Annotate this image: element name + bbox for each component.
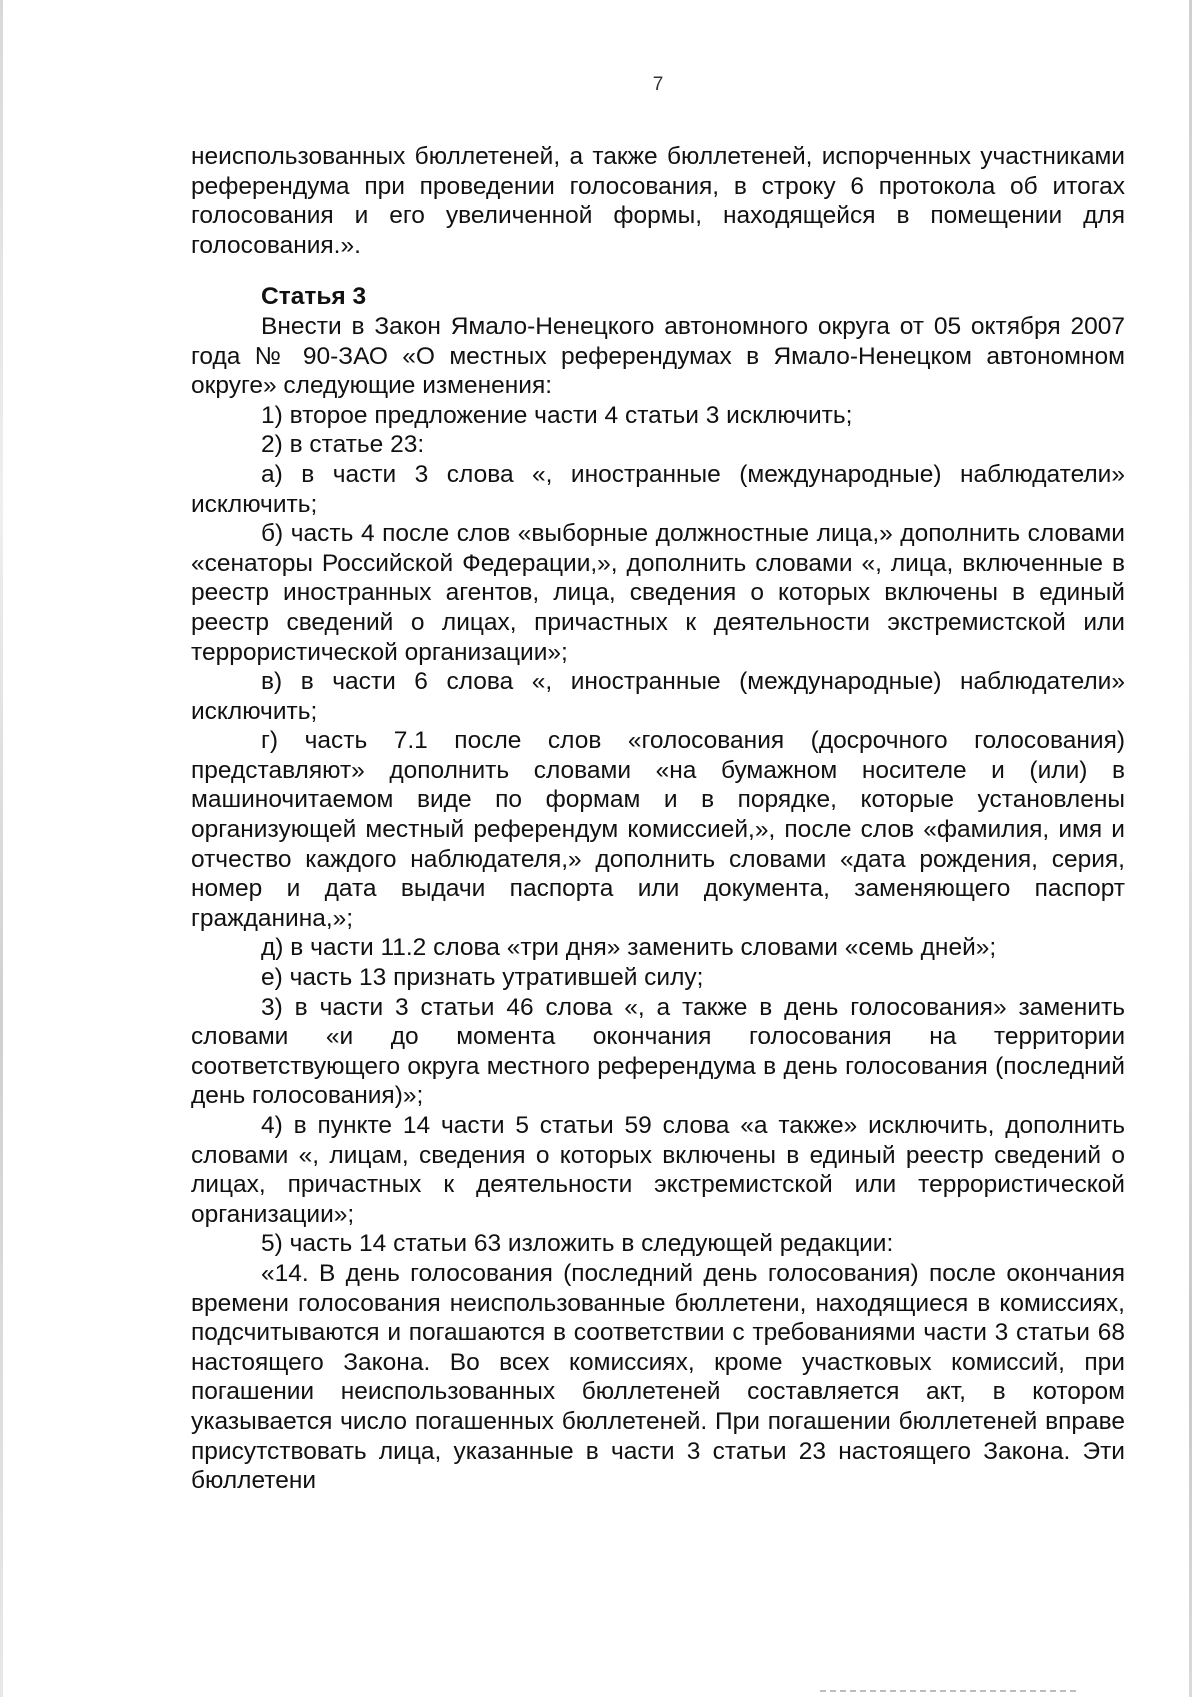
- paragraph: а) в части 3 слова «, иностранные (международные) наблюдатели» исключить;: [191, 460, 1125, 518]
- paragraph: е) часть 13 признать утратившей силу;: [261, 964, 704, 992]
- paragraph: б) часть 4 после слов «выборные должностные лица,» дополнить словами «сенаторы Российской Федерации,», дополнить словами «, лица, включенные в реестр иностранных агентов, лица, сведения о которых включены в единый реестр сведений о лицах, причастных к деятельности экстремистской или террористической организации»;: [191, 520, 1125, 666]
- paragraph: 5) часть 14 статьи 63 изложить в следующей редакции:: [261, 1230, 894, 1258]
- scan-artifact-bottom: [820, 1690, 1080, 1692]
- page-number: 7: [652, 74, 664, 95]
- paragraph: 3) в части 3 статьи 46 слова «, а также в день голосования» заменить словами «и до момента окончания голосования на территории соответствующего округа местного референдума в день голосования (последний день голосования)»;: [191, 993, 1125, 1110]
- paragraph: Внести в Закон Ямало-Ненецкого автономного округа от 05 октября 2007 года № 90-ЗАО «О местных референдумах в Ямало-Ненецком автономном округе» следующие изменения:: [191, 312, 1125, 400]
- article-heading: Статья 3: [261, 283, 367, 311]
- paragraph: 2) в статье 23:: [261, 431, 425, 459]
- scan-edge-right: [1189, 0, 1192, 1697]
- paragraph: в) в части 6 слова «, иностранные (международные) наблюдатели» исключить;: [191, 668, 1125, 725]
- document-body: [191, 142, 1125, 1496]
- paragraph-continuation: неиспользованных бюллетеней, а также бюллетеней, испорченных участниками референдума при проведении голосования, в строку 6 протокола об итогах голосования и его увеличенной формы, находящейся в помещении для голосования.».: [191, 143, 1125, 259]
- paragraph: 1) второе предложение части 4 статьи 3 исключить;: [261, 401, 853, 429]
- paragraph: «14. В день голосования (последний день голосования) после окончания времени голосования неиспользованные бюллетени, находящиеся в комиссиях, подсчитываются и погашаются в соответствии с требованиями части 3 статьи 68 настоящего Закона. Во всех комиссиях, кроме участковых комиссий, при погашении неиспользованных бюллетеней составляется акт, в котором указывается число погашенных бюллетеней. При погашении бюллетеней вправе присутствовать лица, указанные в части 3 статьи 23 настоящего Закона. Эти бюллетени: [191, 1259, 1125, 1495]
- scan-edge-left: [0, 0, 3, 1697]
- paragraph: г) часть 7.1 после слов «голосования (досрочного голосования) представляют» дополнить словами «на бумажном носителе и (или) в машиночитаемом виде по формам и в порядке, которые установлены организующей местный референдум комиссией,», после слов «фамилия, имя и отчество каждого наблюдателя,» дополнить словами «дата рождения, серия, номер и дата выдачи паспорта или документа, заменяющего паспорт гражданина,»;: [191, 727, 1125, 932]
- paragraph: д) в части 11.2 слова «три дня» заменить словами «семь дней»;: [261, 934, 997, 962]
- paragraph: 4) в пункте 14 части 5 статьи 59 слова «а также» исключить, дополнить словами «, лицам, сведения о которых включены в единый реестр сведений о лицах, причастных к деятельности экстремистской или террористической организации»;: [191, 1112, 1125, 1228]
